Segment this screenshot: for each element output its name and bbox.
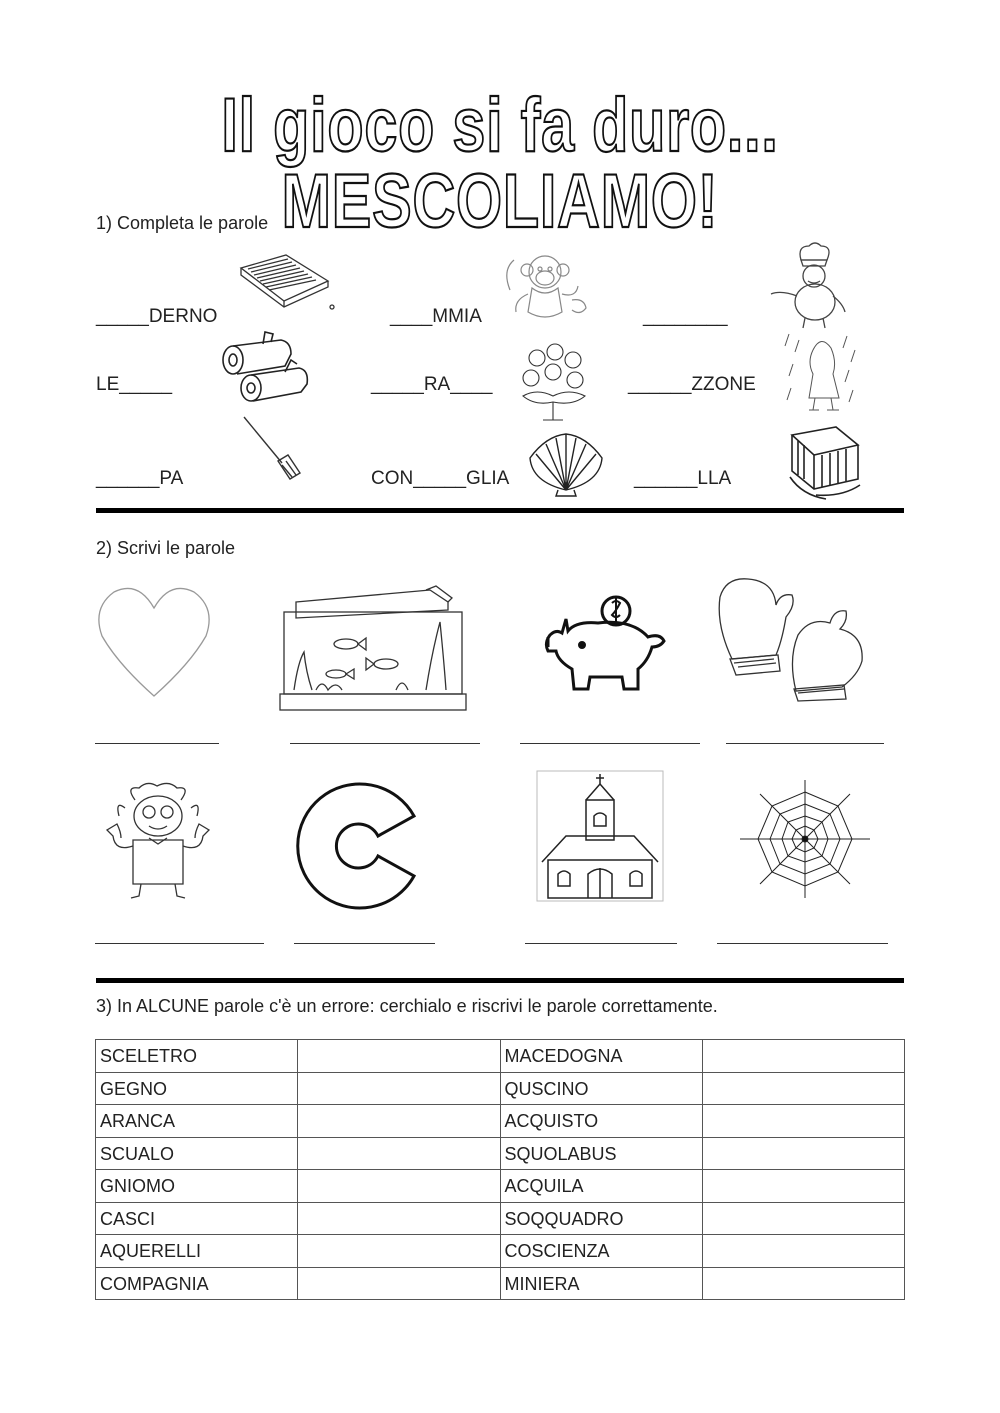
correction-cell[interactable] xyxy=(702,1072,904,1105)
word-cell: ACQUILA xyxy=(500,1170,702,1203)
answer-line-7[interactable] xyxy=(525,943,677,944)
logs-picture xyxy=(215,330,315,405)
broom-picture xyxy=(238,415,304,485)
correction-cell[interactable] xyxy=(298,1202,500,1235)
word-cell: SOQQUADRO xyxy=(500,1202,702,1235)
word-cue-3: ________ xyxy=(643,306,728,327)
table-row xyxy=(96,1267,905,1300)
word-cue-9: ______LLA xyxy=(634,468,732,489)
correction-cell[interactable] xyxy=(298,1137,500,1170)
monkey-picture xyxy=(500,250,595,328)
word-correction-table xyxy=(95,1039,905,1300)
section3-heading: 3) In ALCUNE parole c'è un errore: cerchialo e riscrivi le parole correttamente. xyxy=(96,996,718,1016)
table-row xyxy=(96,1105,905,1138)
flowers-picture xyxy=(513,340,595,424)
table-row xyxy=(96,1170,905,1203)
answer-line-5[interactable] xyxy=(95,943,264,944)
answer-line-8[interactable] xyxy=(717,943,888,944)
word-cell: MINIERA xyxy=(500,1267,702,1300)
word-cue-8: CON_____GLIA xyxy=(371,468,510,489)
scientist-picture xyxy=(95,780,221,902)
aquarium-picture xyxy=(276,582,466,718)
correction-cell[interactable] xyxy=(298,1072,500,1105)
word-cue-7: ______PA xyxy=(96,468,184,489)
section2-heading: 2) Scrivi le parole xyxy=(96,538,236,558)
rain-coat-picture xyxy=(783,330,861,416)
word-cue-6: ______ZZONE xyxy=(628,374,756,395)
correction-cell[interactable] xyxy=(702,1105,904,1138)
word-cell: SQUOLABUS xyxy=(500,1137,702,1170)
correction-cell[interactable] xyxy=(702,1235,904,1268)
table-row xyxy=(96,1072,905,1105)
church-picture xyxy=(536,770,664,902)
heart-picture xyxy=(94,580,214,700)
word-cell: SCELETRO xyxy=(96,1040,298,1073)
letter-c-picture xyxy=(296,782,432,910)
correction-cell[interactable] xyxy=(702,1040,904,1073)
word-cell: CASCI xyxy=(96,1202,298,1235)
shell-picture xyxy=(526,432,606,498)
section-divider-1 xyxy=(96,508,904,513)
correction-cell[interactable] xyxy=(702,1170,904,1203)
table-row xyxy=(96,1040,905,1073)
table-row xyxy=(96,1235,905,1268)
worksheet-title: Il gioco si fa duro... MESCOLIAMO! xyxy=(221,83,779,244)
table-row xyxy=(96,1137,905,1170)
word-cue-1: _____DERNO xyxy=(96,306,218,327)
word-cell: ARANCA xyxy=(96,1105,298,1138)
answer-line-3[interactable] xyxy=(520,743,700,744)
answer-line-1[interactable] xyxy=(95,743,219,744)
word-cell: MACEDOGNA xyxy=(500,1040,702,1073)
word-cell: COSCIENZA xyxy=(500,1235,702,1268)
cook-picture xyxy=(763,240,858,330)
cradle-picture xyxy=(786,425,862,501)
book-picture xyxy=(236,243,336,313)
mittens-picture xyxy=(712,575,872,700)
correction-cell[interactable] xyxy=(298,1105,500,1138)
section1-heading: 1) Completa le parole xyxy=(96,213,269,233)
correction-cell[interactable] xyxy=(702,1267,904,1300)
correction-cell[interactable] xyxy=(298,1235,500,1268)
spider-web-picture xyxy=(738,778,872,900)
word-cell: QUSCINO xyxy=(500,1072,702,1105)
word-cue-2: ____MMIA xyxy=(390,306,482,327)
piggy-bank-picture xyxy=(528,585,684,697)
correction-cell[interactable] xyxy=(702,1137,904,1170)
word-cell: ACQUISTO xyxy=(500,1105,702,1138)
word-cell: GEGNO xyxy=(96,1072,298,1105)
word-cue-4: LE_____ xyxy=(96,374,173,395)
section-divider-2 xyxy=(96,978,904,983)
table-row xyxy=(96,1202,905,1235)
word-cell: GNIOMO xyxy=(96,1170,298,1203)
word-cue-5: _____RA____ xyxy=(371,374,493,395)
correction-cell[interactable] xyxy=(702,1202,904,1235)
correction-cell[interactable] xyxy=(298,1267,500,1300)
correction-cell[interactable] xyxy=(298,1040,500,1073)
word-cell: SCUALO xyxy=(96,1137,298,1170)
word-cell: AQUERELLI xyxy=(96,1235,298,1268)
answer-line-2[interactable] xyxy=(290,743,480,744)
answer-line-6[interactable] xyxy=(294,943,435,944)
word-cell: COMPAGNIA xyxy=(96,1267,298,1300)
answer-line-4[interactable] xyxy=(726,743,884,744)
correction-cell[interactable] xyxy=(298,1170,500,1203)
